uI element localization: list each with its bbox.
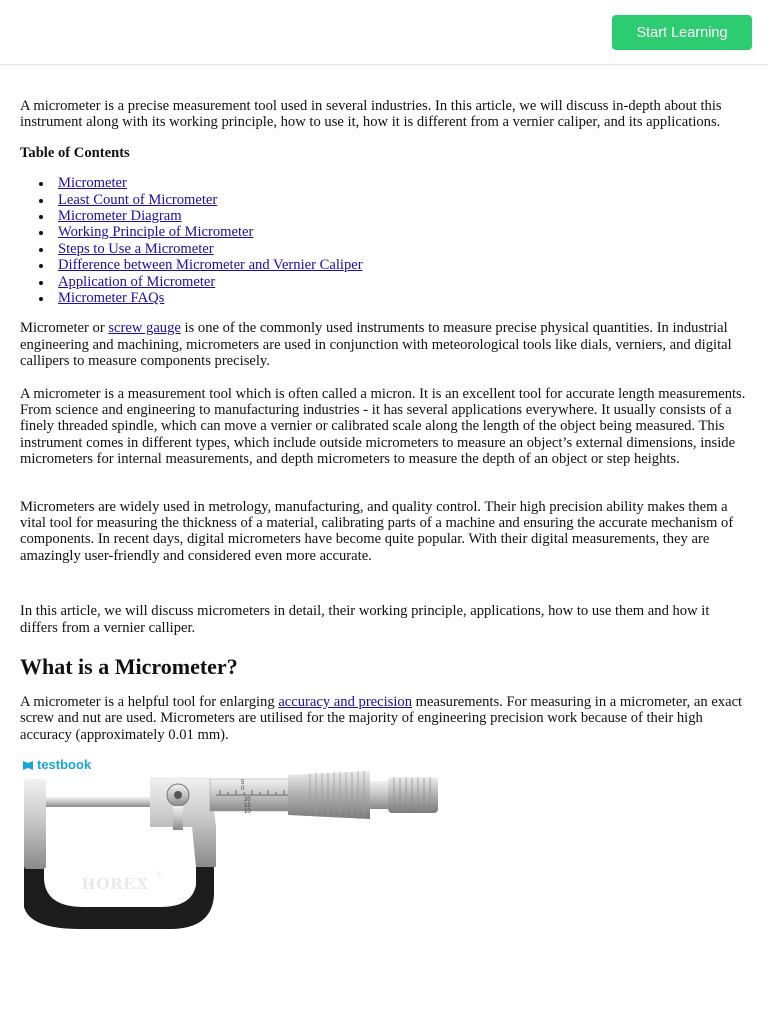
text: A micrometer is a helpful tool for enlarging	[20, 694, 279, 711]
text: is one of the commonly used instruments to measure precise physical quantities. In industrial engineering and machining, micrometers are used in conjunction with meteorological tools like dials, verniers, and digital callipers to measure components precisely.	[20, 320, 732, 370]
toc-link-micrometer[interactable]: Micrometer	[58, 175, 127, 192]
lock-lever	[173, 806, 183, 830]
text: measurements. For measuring in a micrometer, an exact screw and nut are used. Micrometers are utilised for the majority of engineering precision work because of their high accuracy (approximately 0.01 mm).	[20, 694, 743, 743]
bullet	[39, 199, 43, 203]
toc-item	[39, 274, 748, 290]
toc-item	[39, 224, 748, 240]
toc-link-least-count[interactable]: Least Count of Micrometer	[58, 191, 218, 208]
paragraph-uses: Micrometers are widely used in metrology, manufacturing, and quality control. Their high precision ability makes them a vital tool for measuring the thickness of a material, calibrating parts of a machine and ensuring the accurate mechanism of components. In recent days, digital micrometers have become quite popular. With their digital measurements, they are amazingly user-friendly and considered even more accurate.	[20, 498, 734, 564]
screw-gauge-link[interactable]: screw gauge	[108, 320, 181, 337]
paragraph-definition: A micrometer is a measurement tool which is often called a micron. It is an excellent tool for accurate length measurements. From science and engineering to manufacturing industries - it has several applications everywhere. It usually consists of a finely threaded spindle, which can move a vernier or calibrated scale along the length of the object being measured. This instrument comes in different types, which include outside micrometers to measure an object’s external dimensions, inside micrometers for internal measurements, and depth micrometers to measure the depth of an object or step heights.	[20, 385, 746, 468]
paragraph-what-is	[20, 694, 748, 743]
scale-number: 10	[244, 809, 251, 816]
toc-link-application[interactable]: Application of Micrometer	[58, 273, 216, 290]
top-bar	[0, 0, 768, 65]
scale-number: 0	[241, 786, 245, 793]
toc-link-steps[interactable]: Steps to Use a Micrometer	[58, 240, 214, 257]
bullet	[39, 281, 43, 285]
start-learning-button[interactable]: Start Learning	[612, 15, 752, 50]
toc-link-diagram[interactable]: Micrometer Diagram	[58, 208, 182, 224]
bullet	[39, 248, 43, 252]
toc-link-working-principle[interactable]: Working Principle of Micrometer	[58, 224, 254, 241]
scale-number: 20	[244, 797, 251, 804]
frame-body	[24, 857, 214, 929]
bullet	[39, 264, 43, 268]
toc-item	[39, 241, 748, 257]
frame-brand-text: HOREX	[82, 874, 150, 894]
micrometer-figure	[20, 757, 440, 937]
table-of-contents	[20, 175, 748, 306]
registered-mark: ®	[156, 870, 162, 880]
toc-item	[39, 175, 748, 191]
paragraph-screw-gauge	[20, 320, 748, 369]
anvil	[24, 779, 46, 869]
scale-number: 5	[241, 780, 245, 787]
bullet	[39, 297, 43, 301]
lock-screw	[174, 791, 182, 799]
toc-item	[39, 290, 748, 306]
bullet	[39, 231, 43, 235]
toc-link-faqs[interactable]: Micrometer FAQs	[58, 289, 165, 306]
article	[0, 98, 768, 937]
ratchet-collar	[370, 781, 388, 809]
toc-item	[39, 208, 748, 224]
bullet	[39, 215, 43, 219]
bullet	[39, 182, 43, 186]
testbook-logo-text: testbook	[37, 757, 92, 773]
toc-link-difference[interactable]: Difference between Micrometer and Vernier Caliper	[58, 257, 363, 274]
paragraph-article-scope: In this article, we will discuss micrometers in detail, their working principle, applications, how to use them and how it differs from a vernier calliper.	[20, 603, 710, 636]
text: Micrometer or	[20, 320, 109, 337]
anvil-tip	[46, 797, 86, 807]
toc-item	[39, 192, 748, 208]
section-heading: What is a Micrometer?	[20, 654, 238, 680]
intro-paragraph: A micrometer is a precise measurement tool used in several industries. In this article, we will discuss in-depth about this instrument along with its working principle, how to use it, how it is different from a vernier caliper, and its applications.	[20, 98, 722, 131]
scale-number: 15	[244, 803, 251, 810]
micrometer-illustration	[20, 757, 440, 937]
spindle	[86, 797, 150, 807]
toc-item	[39, 257, 748, 273]
toc-title: Table of Contents	[20, 144, 130, 161]
ratchet	[388, 777, 438, 813]
accuracy-precision-link[interactable]: accuracy and precision	[278, 694, 413, 711]
